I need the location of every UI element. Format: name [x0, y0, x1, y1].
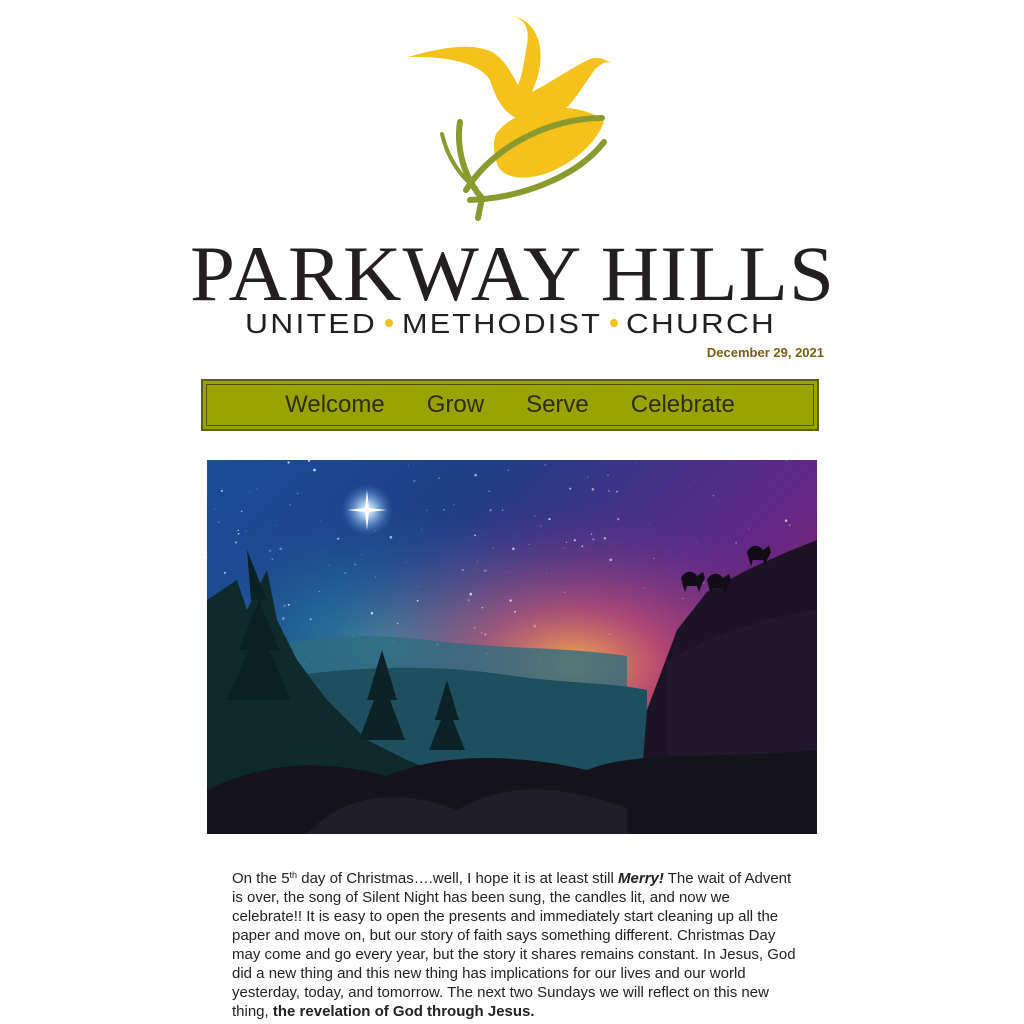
star-dot [789, 524, 791, 526]
star-dot [474, 627, 476, 629]
star-dot [653, 558, 654, 559]
star-dot [498, 543, 499, 544]
star-dot [509, 599, 511, 601]
star-dot [469, 593, 472, 596]
star-dot [477, 570, 478, 571]
nav-link-celebrate[interactable]: Celebrate [630, 391, 735, 418]
star-dot [748, 528, 749, 529]
star-dot [390, 536, 393, 539]
star-dot [703, 582, 705, 584]
article-superscript: th [289, 870, 298, 880]
star-dot [566, 542, 567, 543]
newsletter-date: December 29, 2021 [706, 345, 824, 360]
star-dot [591, 533, 592, 534]
star-dot [310, 467, 311, 468]
star-dot [449, 517, 450, 518]
star-dot [221, 490, 223, 492]
star-dot [371, 612, 373, 614]
star-dot [481, 632, 483, 634]
star-dot [275, 525, 276, 526]
star-dot [407, 562, 408, 563]
star-dot [592, 538, 594, 540]
star-dot [492, 547, 493, 548]
star-dot [474, 535, 476, 537]
star-dot [534, 515, 535, 516]
main-nav [201, 379, 819, 431]
star-dot [489, 509, 491, 511]
church-logo [0, 0, 1024, 345]
star-dot [607, 474, 609, 476]
star-dot [689, 487, 690, 488]
church-name-logo [190, 226, 835, 336]
star-dot [289, 504, 291, 506]
star-dot [564, 548, 565, 549]
logo-line1: PARKWAY HILLS [190, 230, 835, 317]
star-dot [279, 547, 282, 550]
star-dot [592, 488, 595, 491]
star-dot [467, 599, 469, 601]
star-dot [375, 577, 376, 578]
article-text-3: The wait of Advent is over, the song of Silent Night has been sung, the candles lit, and now we celebrate!! It is easy to open the presents and immediately start cleaning up all the paper and move on, but our story of faith says something different. Christmas Day may come and go every year, but the story it shares remains constant. In Jesus, God did a new thing and this new thing has implications for our lives and our world yesterday, today, and tomorrow. The next two Sundays we will reflect on this new thing, [232, 870, 796, 1020]
star-dot [514, 611, 516, 613]
star-dot [354, 563, 356, 565]
star-dot [574, 539, 576, 541]
logo-word-1: UNITED [245, 308, 377, 336]
star-dot [421, 530, 422, 531]
star-dot [735, 542, 736, 543]
star-dot [417, 600, 419, 602]
star-dot [224, 572, 226, 574]
star-dot [337, 538, 339, 540]
star-dot [426, 510, 427, 511]
star-dot [453, 504, 454, 505]
star-dot [477, 561, 478, 562]
article-strong: the revelation of God through Jesus. [272, 1003, 535, 1020]
nativity-night-scene [207, 460, 817, 834]
star-dot [246, 531, 247, 532]
article-emphasis: Merry! [618, 870, 664, 887]
dove-icon [400, 10, 630, 225]
star-dot [604, 537, 606, 539]
nav-link-welcome[interactable]: Welcome [285, 391, 385, 418]
star-dot [319, 591, 320, 592]
star-dot [546, 573, 547, 574]
star-dot [502, 509, 503, 510]
nav-link-grow[interactable]: Grow [426, 391, 485, 418]
star-dot [256, 488, 257, 489]
star-dot [484, 569, 487, 572]
article-paragraph [232, 869, 797, 1021]
star-dot [283, 604, 285, 606]
star-dot [235, 541, 237, 543]
star-dot [506, 572, 507, 573]
star-dot [238, 533, 240, 535]
star-dot [610, 559, 613, 562]
star-dot [529, 544, 530, 545]
star-dot [272, 559, 274, 561]
article-body [232, 869, 797, 1021]
nav-link-serve[interactable]: Serve [526, 391, 589, 418]
star-dot [282, 617, 285, 620]
hero-image [207, 460, 817, 834]
star-dot [508, 470, 509, 471]
star-dot [488, 490, 490, 492]
star-dot [474, 474, 477, 477]
star-dot [649, 524, 650, 525]
star-dot [269, 550, 271, 552]
star-dot [616, 491, 618, 493]
star-dot [579, 536, 580, 537]
star-dot [484, 634, 486, 636]
star-dot [462, 569, 464, 571]
star-dot [413, 480, 415, 482]
star-dot [361, 554, 362, 555]
star-dot [682, 598, 683, 599]
star-dot [288, 604, 290, 606]
star-dot [608, 490, 610, 492]
star-dot [438, 477, 440, 479]
star-dot [636, 462, 637, 463]
article-text-1: On the 5 [232, 870, 290, 887]
star-dot [241, 511, 243, 513]
church-name-wordmark [190, 226, 835, 336]
main-nav-inner [206, 384, 814, 426]
star-dot [320, 520, 321, 521]
star-dot [540, 526, 541, 527]
article-text-2: day of Christmas….well, I hope it is at least still [297, 870, 619, 887]
star-dot [218, 521, 220, 523]
star-dot [408, 465, 409, 466]
star-dot [287, 461, 289, 463]
star-dot [310, 618, 312, 620]
logo-word-2: METHODIST [402, 308, 602, 336]
star-dot [443, 509, 444, 510]
star-dot [328, 565, 329, 566]
star-dot [545, 464, 546, 465]
star-dot [237, 530, 238, 531]
star-dot [606, 461, 607, 462]
star-dot [215, 509, 216, 510]
star-dot [417, 586, 418, 587]
star-dot [533, 625, 535, 627]
star-dot [785, 519, 788, 522]
star-dot [713, 495, 714, 496]
star-dot [512, 548, 515, 551]
star-dot [617, 518, 619, 520]
star-dot [581, 545, 583, 547]
star-dot [609, 633, 610, 634]
star-dot [397, 623, 399, 625]
star-dot [297, 493, 298, 494]
star-dot [644, 587, 645, 588]
star-dot [569, 488, 571, 490]
star-dot [482, 607, 483, 608]
star-dot [585, 480, 586, 481]
star-dot [344, 572, 346, 574]
logo-word-3: CHURCH [626, 308, 776, 336]
star-dot [250, 492, 251, 493]
star-dot [313, 469, 316, 472]
star-dot [587, 477, 588, 478]
star-dot [696, 542, 697, 543]
star-dot [564, 591, 566, 593]
star-dot [548, 518, 550, 520]
